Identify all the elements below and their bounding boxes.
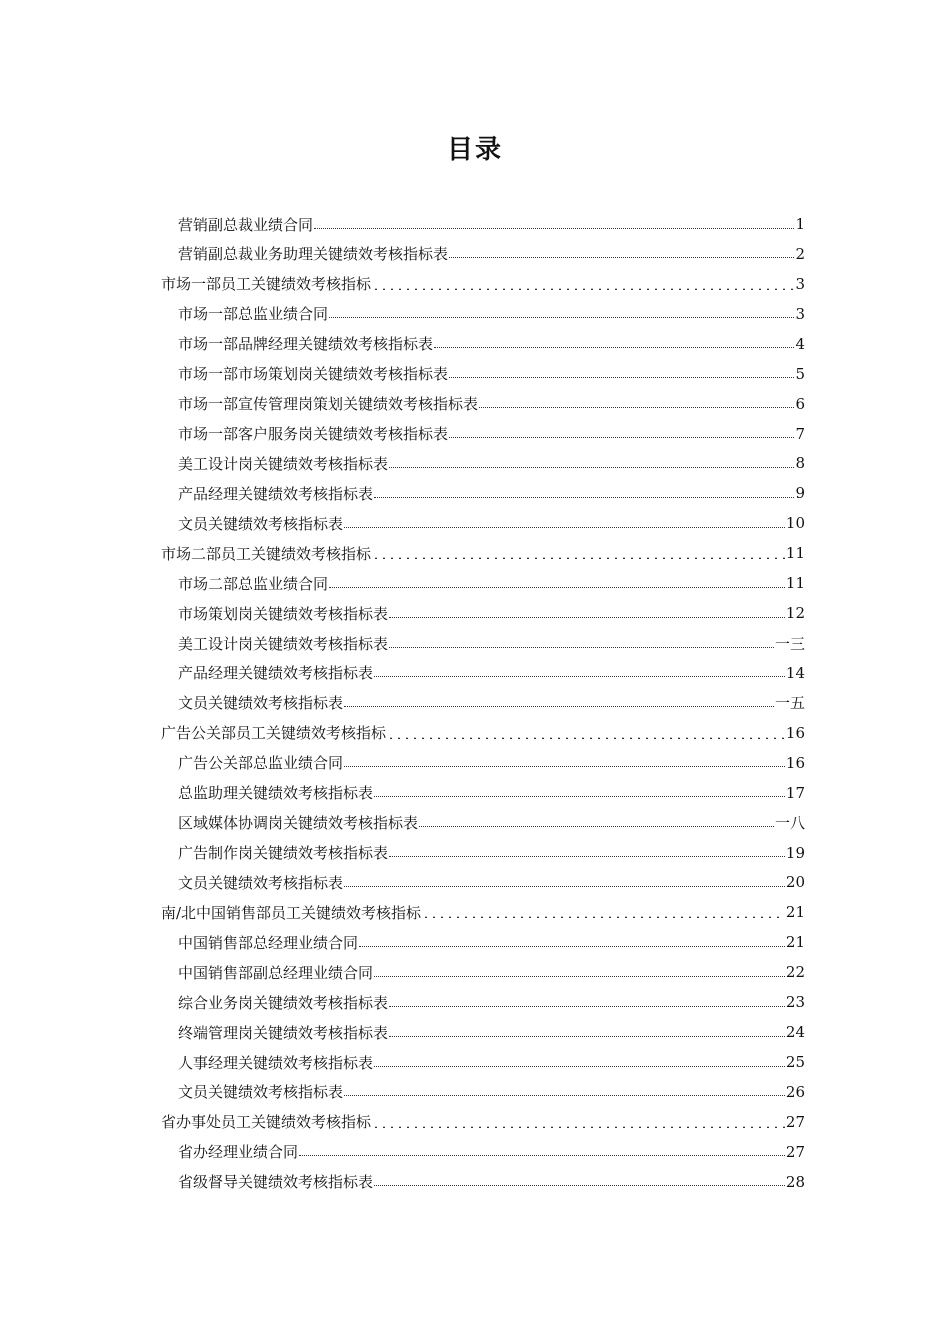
toc-entry-label: 文员关键绩效考核指标表 bbox=[178, 1083, 344, 1102]
toc-entry[interactable] bbox=[178, 1167, 805, 1197]
toc-entry[interactable] bbox=[178, 448, 805, 478]
toc-entry[interactable] bbox=[178, 957, 805, 987]
dot-leader bbox=[374, 497, 794, 498]
dot-leader bbox=[422, 916, 785, 918]
toc-entry-page-number: 5 bbox=[795, 364, 805, 383]
toc-entry-page-number: 3 bbox=[795, 274, 805, 293]
toc-section-entry[interactable] bbox=[161, 897, 805, 927]
dot-leader bbox=[344, 766, 785, 767]
dot-leader bbox=[449, 437, 794, 438]
toc-entry-label: 南/北中国销售部员工关键绩效考核指标 bbox=[161, 903, 422, 922]
toc-entry-label: 省级督导关键绩效考核指标表 bbox=[178, 1173, 374, 1192]
dot-leader bbox=[372, 1126, 785, 1128]
dot-leader bbox=[344, 706, 774, 707]
toc-entry-page-number: 1 bbox=[795, 215, 805, 233]
toc-entry-label: 市场一部客户服务岗关键绩效考核指标表 bbox=[178, 425, 449, 443]
toc-entry-label: 市场一部员工关键绩效考核指标 bbox=[161, 275, 372, 294]
toc-entry[interactable] bbox=[178, 239, 805, 269]
toc-entry[interactable] bbox=[178, 808, 805, 838]
dot-leader bbox=[344, 527, 785, 528]
toc-entry-page-number: 16 bbox=[785, 753, 805, 772]
toc-entry-page-number: 9 bbox=[795, 484, 805, 503]
toc-entry-label: 美工设计岗关键绩效考核指标表 bbox=[178, 454, 389, 473]
toc-entry-page-number: 2 bbox=[795, 244, 805, 263]
toc-entry-page-number: 20 bbox=[785, 873, 805, 892]
toc-entry-label: 省办经理业绩合同 bbox=[178, 1143, 299, 1162]
toc-entry[interactable] bbox=[178, 628, 805, 658]
toc-entry-label: 综合业务岗关键绩效考核指标表 bbox=[178, 993, 389, 1012]
toc-entry-page-number: 16 bbox=[785, 723, 805, 742]
dot-leader bbox=[479, 407, 794, 408]
toc-entry-label: 市场一部总监业绩合同 bbox=[178, 305, 329, 324]
toc-entry-page-number: 28 bbox=[785, 1172, 805, 1191]
toc-entry-label: 中国销售部总经理业绩合同 bbox=[178, 933, 359, 952]
toc-entry-page-number: 11 bbox=[785, 544, 805, 563]
toc-section-entry[interactable] bbox=[161, 718, 805, 748]
toc-entry-page-number: 6 bbox=[795, 394, 805, 413]
page-title: 目录 bbox=[446, 135, 503, 165]
toc-entry-label: 产品经理关键绩效考核指标表 bbox=[178, 664, 374, 683]
toc-entry[interactable] bbox=[178, 867, 805, 897]
dot-leader bbox=[389, 1006, 785, 1007]
dot-leader bbox=[374, 1185, 785, 1186]
toc-entry-page-number: 一三 bbox=[774, 634, 805, 653]
toc-entry-page-number: 一五 bbox=[774, 694, 805, 713]
dot-leader bbox=[387, 737, 785, 739]
toc-entry[interactable] bbox=[178, 688, 805, 718]
dot-leader bbox=[389, 856, 785, 857]
dot-leader bbox=[434, 347, 794, 348]
toc-entry[interactable] bbox=[178, 389, 805, 419]
toc-entry-label: 市场一部市场策划岗关键绩效考核指标表 bbox=[178, 365, 449, 384]
toc-entry-page-number: 17 bbox=[785, 783, 805, 802]
toc-entry-label: 广告公关部总监业绩合同 bbox=[178, 754, 344, 773]
toc-entry-page-number: 24 bbox=[785, 1023, 805, 1042]
toc-entry[interactable] bbox=[178, 778, 805, 808]
toc-entry-label: 市场二部员工关键绩效考核指标 bbox=[161, 544, 372, 563]
toc-entry-label: 总监助理关键绩效考核指标表 bbox=[178, 784, 374, 803]
toc-entry-label: 营销副总裁业务助理关键绩效考核指标表 bbox=[178, 245, 449, 264]
dot-leader bbox=[372, 288, 794, 290]
toc-entry[interactable] bbox=[178, 209, 805, 239]
toc-entry-page-number: 8 bbox=[795, 454, 805, 473]
toc-entry-page-number: 21 bbox=[785, 903, 805, 922]
dot-leader bbox=[299, 1155, 785, 1156]
toc-entry-label: 文员关键绩效考核指标表 bbox=[178, 514, 344, 533]
dot-leader bbox=[374, 1066, 785, 1067]
toc-entry-label: 省办事处员工关键绩效考核指标 bbox=[161, 1113, 372, 1132]
dot-leader bbox=[449, 257, 794, 258]
toc-entry[interactable] bbox=[178, 299, 805, 329]
toc-entry-label: 市场二部总监业绩合同 bbox=[178, 574, 329, 593]
dot-leader bbox=[389, 617, 785, 618]
toc-entry-page-number: 23 bbox=[785, 993, 805, 1012]
toc-entry-label: 终端管理岗关键绩效考核指标表 bbox=[178, 1023, 389, 1042]
toc-entry-page-number: 10 bbox=[785, 514, 805, 533]
toc-entry-page-number: 7 bbox=[795, 424, 805, 443]
dot-leader bbox=[344, 886, 785, 887]
toc-entry[interactable] bbox=[178, 1017, 805, 1047]
toc-entry[interactable] bbox=[178, 927, 805, 957]
toc-entry[interactable] bbox=[178, 1137, 805, 1167]
dot-leader bbox=[389, 1036, 785, 1037]
toc-entry[interactable] bbox=[178, 419, 805, 449]
toc-entry-label: 文员关键绩效考核指标表 bbox=[178, 694, 344, 713]
toc-entry-label: 市场策划岗关键绩效考核指标表 bbox=[178, 604, 389, 623]
dot-leader bbox=[374, 976, 785, 977]
toc-entry-label: 美工设计岗关键绩效考核指标表 bbox=[178, 634, 389, 653]
dot-leader bbox=[329, 317, 794, 318]
toc-entry-label: 营销副总裁业绩合同 bbox=[178, 215, 314, 234]
toc-entry[interactable] bbox=[178, 838, 805, 868]
toc-entry[interactable] bbox=[178, 1077, 805, 1107]
toc-entry[interactable] bbox=[178, 987, 805, 1017]
toc-entry-page-number: 27 bbox=[785, 1112, 805, 1131]
toc-section-entry[interactable] bbox=[161, 269, 805, 299]
toc-section-entry[interactable] bbox=[161, 538, 805, 568]
toc-entry[interactable] bbox=[178, 329, 805, 359]
toc-entry-label: 广告公关部员工关键绩效考核指标 bbox=[161, 724, 387, 743]
toc-entry-page-number: 27 bbox=[785, 1142, 805, 1161]
toc-entry-page-number: 19 bbox=[785, 843, 805, 862]
toc-entry[interactable] bbox=[178, 359, 805, 389]
toc-entry-page-number: 14 bbox=[785, 663, 805, 682]
dot-leader bbox=[449, 377, 794, 378]
toc-entry[interactable] bbox=[178, 478, 805, 508]
toc-entry[interactable] bbox=[178, 508, 805, 538]
toc-entry-label: 产品经理关键绩效考核指标表 bbox=[178, 484, 374, 503]
toc-entry-label: 市场一部宣传管理岗策划关键绩效考核指标表 bbox=[178, 395, 479, 414]
toc-entry-page-number: 25 bbox=[785, 1053, 805, 1072]
toc-entry-page-number: 3 bbox=[795, 304, 805, 323]
toc-entry[interactable] bbox=[178, 748, 805, 778]
toc-entry-page-number: 22 bbox=[785, 963, 805, 982]
dot-leader bbox=[374, 676, 785, 677]
dot-leader bbox=[389, 467, 794, 468]
toc-entry-page-number: 一八 bbox=[774, 814, 805, 833]
dot-leader bbox=[329, 587, 785, 588]
toc-entry-label: 中国销售部副总经理业绩合同 bbox=[178, 963, 374, 982]
dot-leader bbox=[344, 1095, 785, 1096]
toc-entry[interactable] bbox=[178, 568, 805, 598]
toc-section-entry[interactable] bbox=[161, 1107, 805, 1137]
toc-entry-page-number: 4 bbox=[795, 334, 805, 353]
toc-entry-page-number: 12 bbox=[785, 604, 805, 623]
toc-entry-page-number: 11 bbox=[785, 574, 805, 593]
toc-entry-page-number: 26 bbox=[785, 1082, 805, 1101]
toc-entry-label: 市场一部品牌经理关键绩效考核指标表 bbox=[178, 335, 434, 354]
dot-leader bbox=[419, 826, 774, 827]
dot-leader bbox=[374, 796, 785, 797]
toc-entry-label: 文员关键绩效考核指标表 bbox=[178, 873, 344, 892]
dot-leader bbox=[389, 647, 774, 648]
toc-entry-page-number: 21 bbox=[785, 933, 805, 952]
toc-entry[interactable] bbox=[178, 598, 805, 628]
dot-leader bbox=[314, 228, 794, 229]
dot-leader bbox=[372, 557, 785, 559]
dot-leader bbox=[359, 946, 785, 947]
toc-entry-label: 广告制作岗关键绩效考核指标表 bbox=[178, 844, 389, 863]
toc-entry[interactable] bbox=[178, 658, 805, 688]
toc-entry[interactable] bbox=[178, 1047, 805, 1077]
toc-entry-label: 人事经理关键绩效考核指标表 bbox=[178, 1053, 374, 1072]
toc-entry-label: 区域媒体协调岗关键绩效考核指标表 bbox=[178, 814, 419, 833]
